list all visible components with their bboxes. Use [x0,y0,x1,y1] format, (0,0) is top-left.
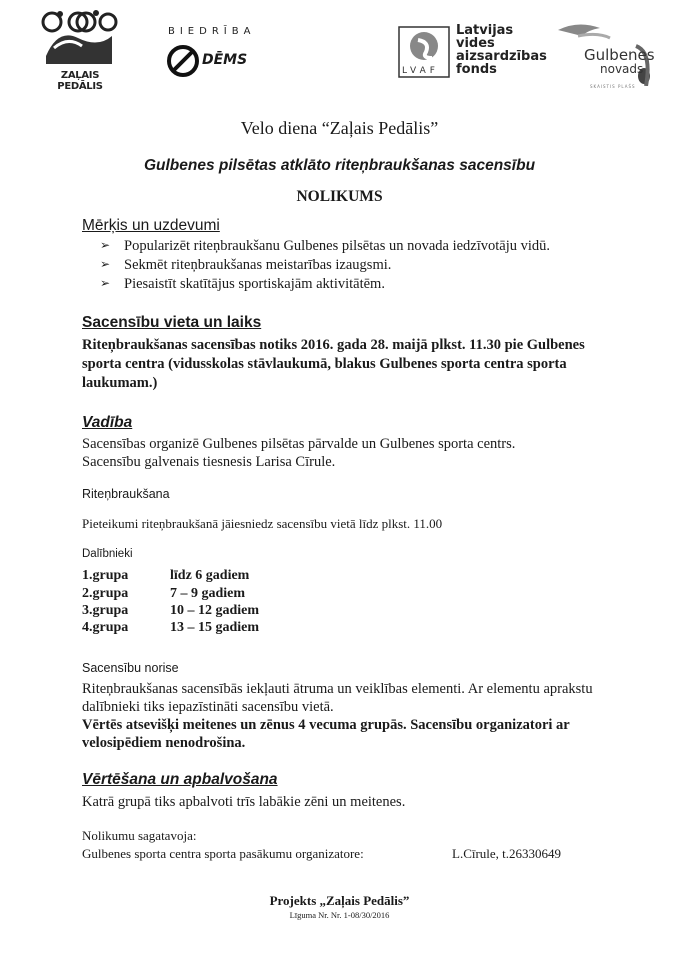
section-heading-vadiba: Vadība [82,414,133,431]
norise-line: dalībnieki tiks iepazīstināti sacensību vietā. [82,699,334,715]
group-label: 4.grupa [82,620,129,635]
vieta-line: Riteņbraukšanas sacensības notiks 2016. gada 28. maijā plkst. 11.30 pie Gulbenes [82,337,585,353]
arrow-bullet-icon: ➢ [100,257,111,271]
gulbenes-tagline: SKAISTIS PLAŠS [590,84,636,89]
list-item-text: Popularizēt riteņbraukšanu Gulbenes pilsētas un novada iedzīvotāju vidū. [124,238,551,254]
document-title: Velo diena “Zaļais Pedālis” [240,118,439,138]
gulbenes-label: Gulbenes [584,46,655,64]
group-age: 13 – 15 gadiem [170,620,260,635]
section-heading-vertesana: Vērtēšana un apbalvošana [82,771,278,788]
group-label: 1.grupa [82,568,129,583]
section-heading-merkis: Mērķis un uzdevumi [82,217,220,234]
document-heading: NOLIKUMS [296,188,383,205]
prepared-by-label: Nolikumu sagatavoja: [82,828,197,843]
vertesana-line: Katrā grupā tiks apbalvoti trīs labākie zēni un meitenes. [82,794,406,810]
arrow-bullet-icon: ➢ [100,276,111,290]
footer-contract: Līguma Nr. Nr. 1-08/30/2016 [289,910,390,920]
section-heading-vieta: Sacensību vieta un laiks [82,314,262,331]
group-age: 7 – 9 gadiem [170,586,246,601]
list-item-text: Piesaistīt skatītājus sportiskajām aktivitātēm. [124,276,385,292]
norise-line: Riteņbraukšanas sacensībās iekļauti ātruma un veiklības elementi. Ar elementu aprakstu [82,681,593,697]
zalais-pedalis-label: ZAĻAIS PEDĀLIS [57,70,103,92]
list-item-text: Sekmēt riteņbraukšanas meistarības izaugsmi. [124,257,392,273]
section-heading-norise: Sacensību norise [82,661,179,675]
prepared-by-role: Gulbenes sporta centra sporta pasākumu organizatore: [82,846,364,861]
group-label: 3.grupa [82,603,129,618]
section-heading-ritenbrauksana: Riteņbraukšana [82,487,170,501]
footer-project: Projekts „Zaļais Pedālis” [269,893,410,908]
document-subtitle: Gulbenes pilsētas atklāto riteņbraukšanas sacensību [143,157,536,174]
biedriba-label: BIEDRĪBA [168,26,256,37]
dems-label: DĒMS [202,52,248,68]
gulbenes-novads-logo [548,16,658,89]
norise-bold-line: velosipēdiem nenodrošina. [82,735,246,751]
lvaf-abbr: LVAF [402,66,439,76]
arrow-bullet-icon: ➢ [100,238,111,252]
vieta-line: sporta centra (vidusskolas stāvlaukumā, blakus Gulbenes sporta centra sporta [82,356,567,372]
norise-bold-line: Vērtēs atsevišķi meitenes un zēnus 4 vecuma grupās. Sacensību organizatori ar [82,717,570,733]
group-label: 2.grupa [82,586,129,601]
prepared-by-signer: L.Cīrule, t.26330649 [452,846,562,861]
lvaf-logo [398,23,548,86]
lvaf-text: Latvijas vides aizsardzības fonds [456,23,547,77]
biedriba-dems-logo [160,22,270,82]
novads-label: novads [600,62,644,76]
section-heading-dalibnieki: Dalībnieki [82,548,133,560]
vadiba-line: Sacensību galvenais tiesnesis Larisa Cīrule. [82,454,336,470]
dems-emblem-icon [166,44,200,78]
group-age: līdz 6 gadiem [170,568,250,583]
cyclists-icon [38,8,118,70]
group-age: 10 – 12 gadiem [170,603,260,618]
zalais-pedalis-logo [38,8,118,92]
ritenbrauksana-line: Pieteikumi riteņbraukšanā jāiesniedz sacensību vietā līdz plkst. 11.00 [82,516,443,531]
vieta-line: laukumam.) [82,375,158,391]
vadiba-line: Sacensības organizē Gulbenes pilsētas pārvalde un Gulbenes sporta centrs. [82,436,516,452]
